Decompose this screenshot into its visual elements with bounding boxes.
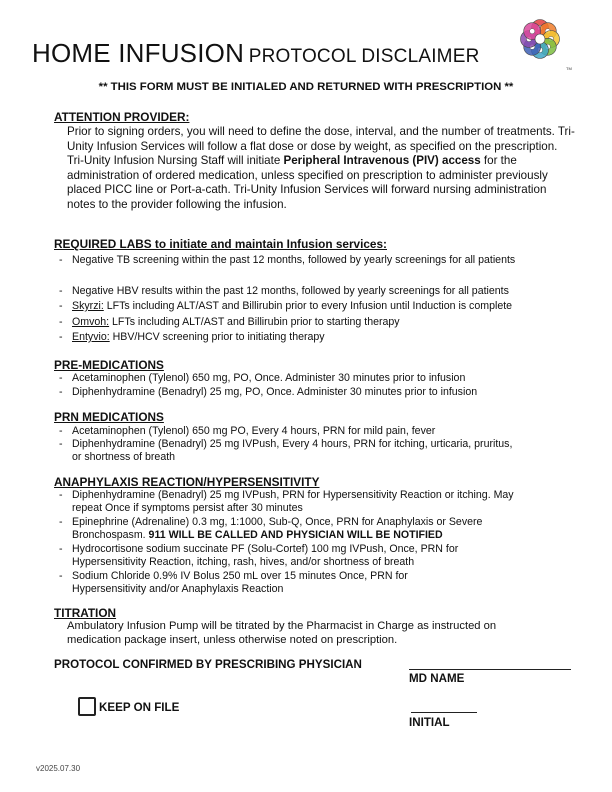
- list-item: - Epinephrine (Adrenaline) 0.3 mg, 1:1000, Sub-Q, Once, PRN for Anaphylaxis or Severe Bronchospasm. 911 WILL BE CALLED AND PHYSICIAN WILL BE NOTIFIED: [59, 516, 483, 542]
- list-item: - Acetaminophen (Tylenol) 650 mg PO, Every 4 hours, PRN for mild pain, fever: [59, 425, 436, 437]
- confirmed-label: PROTOCOL CONFIRMED BY PRESCRIBING PHYSICIAN: [54, 658, 362, 671]
- logo-center: [535, 34, 545, 44]
- premeds-heading: PRE-MEDICATIONS: [54, 358, 164, 372]
- list-item: - Entyvio: HBV/HCV screening prior to initiating therapy: [59, 331, 325, 343]
- labs-heading: REQUIRED LABS to initiate and maintain Infusion services:: [54, 237, 387, 251]
- version-label: v2025.07.30: [36, 764, 81, 773]
- titration-heading: TITRATION: [54, 606, 117, 620]
- list-item: - Omvoh: LFTs including ALT/AST and Billirubin prior to starting therapy: [59, 316, 400, 328]
- titration-paragraph: Ambulatory Infusion Pump will be titrated by the Pharmacist in Charge as instructed on medication package insert, unless otherwise noted on prescription.: [67, 620, 497, 646]
- company-logo: [509, 9, 571, 71]
- logo-trademark: TM: [566, 66, 572, 71]
- list-item: - Negative TB screening within the past 12 months, followed by yearly screenings for all patients: [59, 254, 516, 266]
- notice-banner: ** THIS FORM MUST BE INITIALED AND RETURNED WITH PRESCRIPTION **: [98, 81, 514, 93]
- attention-heading: ATTENTION PROVIDER:: [54, 110, 190, 124]
- prn-heading: PRN MEDICATIONS: [54, 410, 164, 424]
- list-item: - Negative HBV results within the past 12 months, followed by yearly screenings for all patients: [59, 285, 509, 297]
- logo-petal-center: [530, 29, 535, 34]
- list-item: - Diphenhydramine (Benadryl) 25 mg IVPush, PRN for Hypersensitivity Reaction or itching. May repeat Once if symptoms persist after 30 minutes: [59, 489, 514, 515]
- initial-line[interactable]: [411, 712, 477, 713]
- page-title: [32, 38, 480, 69]
- keep-on-file-checkbox[interactable]: [78, 697, 96, 716]
- list-item: - Acetaminophen (Tylenol) 650 mg, PO, Once. Administer 30 minutes prior to infusion: [59, 372, 466, 384]
- anaphylaxis-heading: ANAPHYLAXIS REACTION/HYPERSENSITIVITY: [54, 475, 320, 489]
- md-name-label: MD NAME: [409, 672, 465, 685]
- list-item: - Diphenhydramine (Benadryl) 25 mg, PO, Once. Administer 30 minutes prior to infusion: [59, 386, 478, 398]
- initial-label: INITIAL: [409, 716, 450, 729]
- md-name-line[interactable]: [409, 669, 571, 670]
- list-item: - Hydrocortisone sodium succinate PF (Solu-Cortef) 100 mg IVPush, Once, PRN for Hypersensitivity Reaction, itching, rash, hives, and/or shortness of breath: [59, 543, 459, 569]
- flower-icon: [521, 20, 560, 59]
- list-item: - Skyrzi: LFTs including ALT/AST and Billirubin prior to every Infusion until Induction is complete: [59, 300, 513, 312]
- attention-paragraph: Prior to signing orders, you will need to define the dose, interval, and the number of treatments. Tri-Unity Infusion Services will follow a flat dose or dose by weight, as specified on the prescription. Tri-Unity Infusion Nursing Staff will initiate Peripheral Intravenous (PIV) access for the administration of ordered medication, unless specified on prescription to administer previously placed PICC line or Port-a-cath. Tri-Unity Infusion Services will forward nursing administration notes to the provider following the infusion.: [67, 125, 575, 211]
- keep-on-file-label: KEEP ON FILE: [99, 701, 180, 714]
- title-sub: PROTOCOL DISCLAIMER: [248, 46, 480, 67]
- list-item: - Sodium Chloride 0.9% IV Bolus 250 mL over 15 minutes Once, PRN for Hypersensitivity and/or Anaphylaxis Reaction: [59, 570, 408, 596]
- list-item: - Diphenhydramine (Benadryl) 25 mg IVPush, Every 4 hours, PRN for itching, urticaria, pruritus, or shortness of breath: [59, 438, 513, 464]
- title-main: HOME INFUSION: [32, 38, 245, 68]
